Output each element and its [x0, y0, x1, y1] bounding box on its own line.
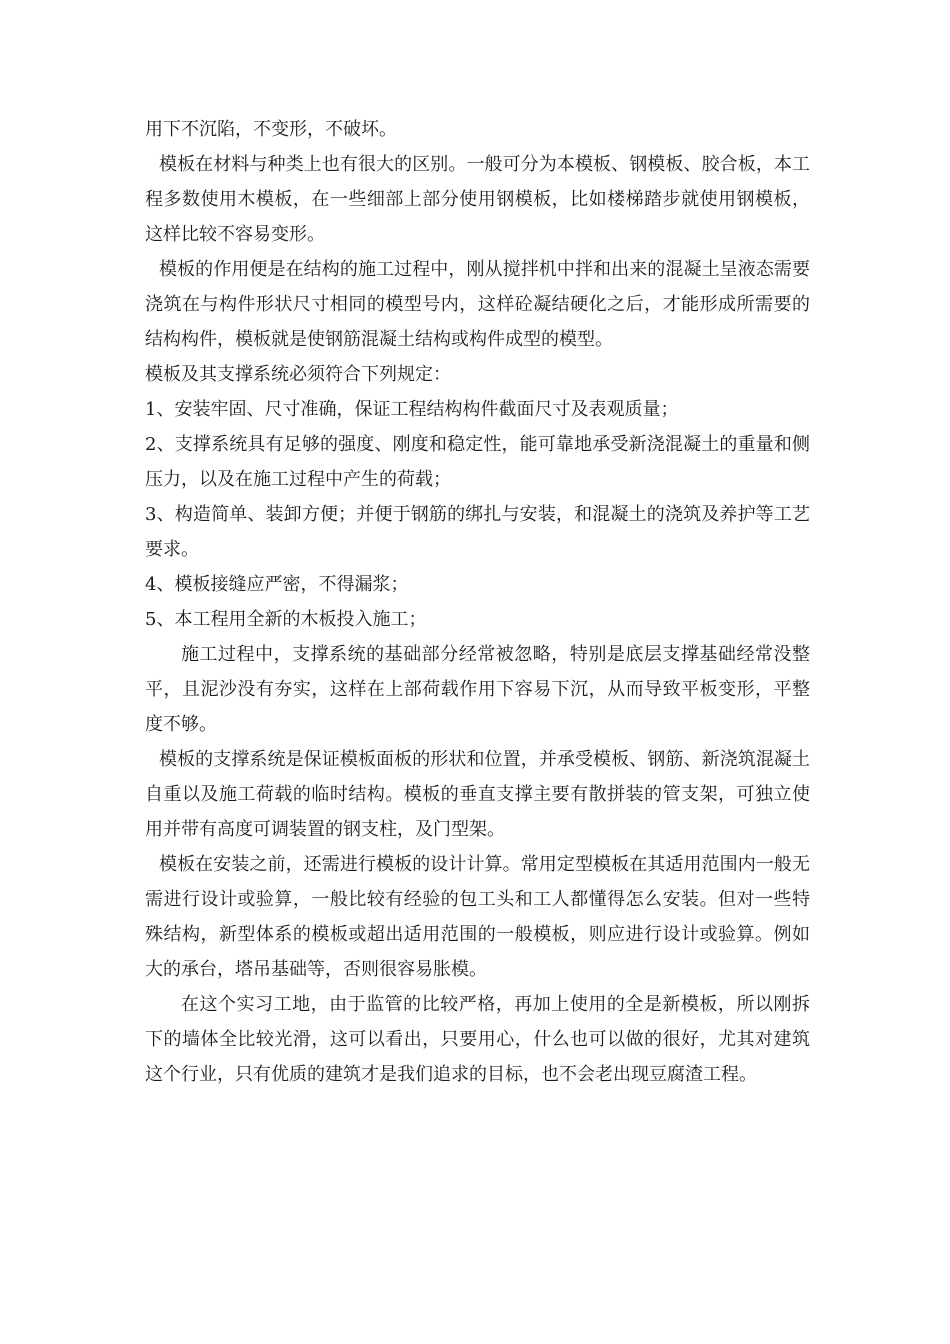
- paragraph-template-function: 模板的作用便是在结构的施工过程中，刚从搅拌机中拌和出来的混凝土呈液态需要浇筑在与构件形状尺寸相同的模型号内，这样砼凝结硬化之后，才能形成所需要的结构构件，模板就是使钢筋混凝土结构或构件成型的模型。: [145, 259, 810, 350]
- list-item-5: 5、本工程用全新的木板投入施工；: [145, 609, 427, 630]
- paragraph-design-calculation: 模板在安装之前，还需进行模板的设计计算。常用定型模板在其适用范围内一般无需进行设计或验算，一般比较有经验的包工头和工人都懂得怎么安装。但对一些特殊结构，新型体系的模板或超出适用范围的一般模板，则应进行设计或验算。例如大的承台，塔吊基础等，否则很容易胀模。: [145, 854, 810, 980]
- list-item-1: 1、安装牢固、尺寸准确，保证工程结构构件截面尺寸及表观质量；: [145, 399, 679, 420]
- paragraph-continuation: 用下不沉陷，不变形，不破坏。: [145, 119, 397, 140]
- body-text: [145, 112, 810, 1092]
- paragraph-requirements-intro: 模板及其支撑系统必须符合下列规定：: [145, 364, 451, 385]
- paragraph-template-types: 模板在材料与种类上也有很大的区别。一般可分为本模板、钢模板、胶合板，本工程多数使用木模板，在一些细部上部分使用钢模板，比如楼梯踏步就使用钢模板，这样比较不容易变形。: [145, 154, 810, 245]
- paragraph-conclusion: 在这个实习工地，由于监管的比较严格，再加上使用的全是新模板，所以刚拆下的墙体全比较光滑，这可以看出，只要用心，什么也可以做的很好，尤其对建筑这个行业，只有优质的建筑才是我们追求的目标，也不会老出现豆腐渣工程。: [145, 994, 810, 1085]
- list-item-2: 2、支撑系统具有足够的强度、刚度和稳定性，能可靠地承受新浇混凝土的重量和侧压力，以及在施工过程中产生的荷载；: [145, 434, 810, 490]
- list-item-4: 4、模板接缝应严密，不得漏浆；: [145, 574, 409, 595]
- paragraph-support-system: 模板的支撑系统是保证模板面板的形状和位置，并承受模板、钢筋、新浇筑混凝土自重以及施工荷载的临时结构。模板的垂直支撑主要有散拼装的管支架，可独立使用并带有高度可调装置的钢支柱，及门型架。: [145, 749, 810, 840]
- list-item-3: 3、构造简单、装卸方便；并便于钢筋的绑扎与安装，和混凝土的浇筑及养护等工艺要求。: [145, 504, 810, 560]
- paragraph-foundation: 施工过程中，支撑系统的基础部分经常被忽略，特别是底层支撑基础经常没整平，且泥沙没有夯实，这样在上部荷载作用下容易下沉，从而导致平板变形，平整度不够。: [145, 644, 810, 735]
